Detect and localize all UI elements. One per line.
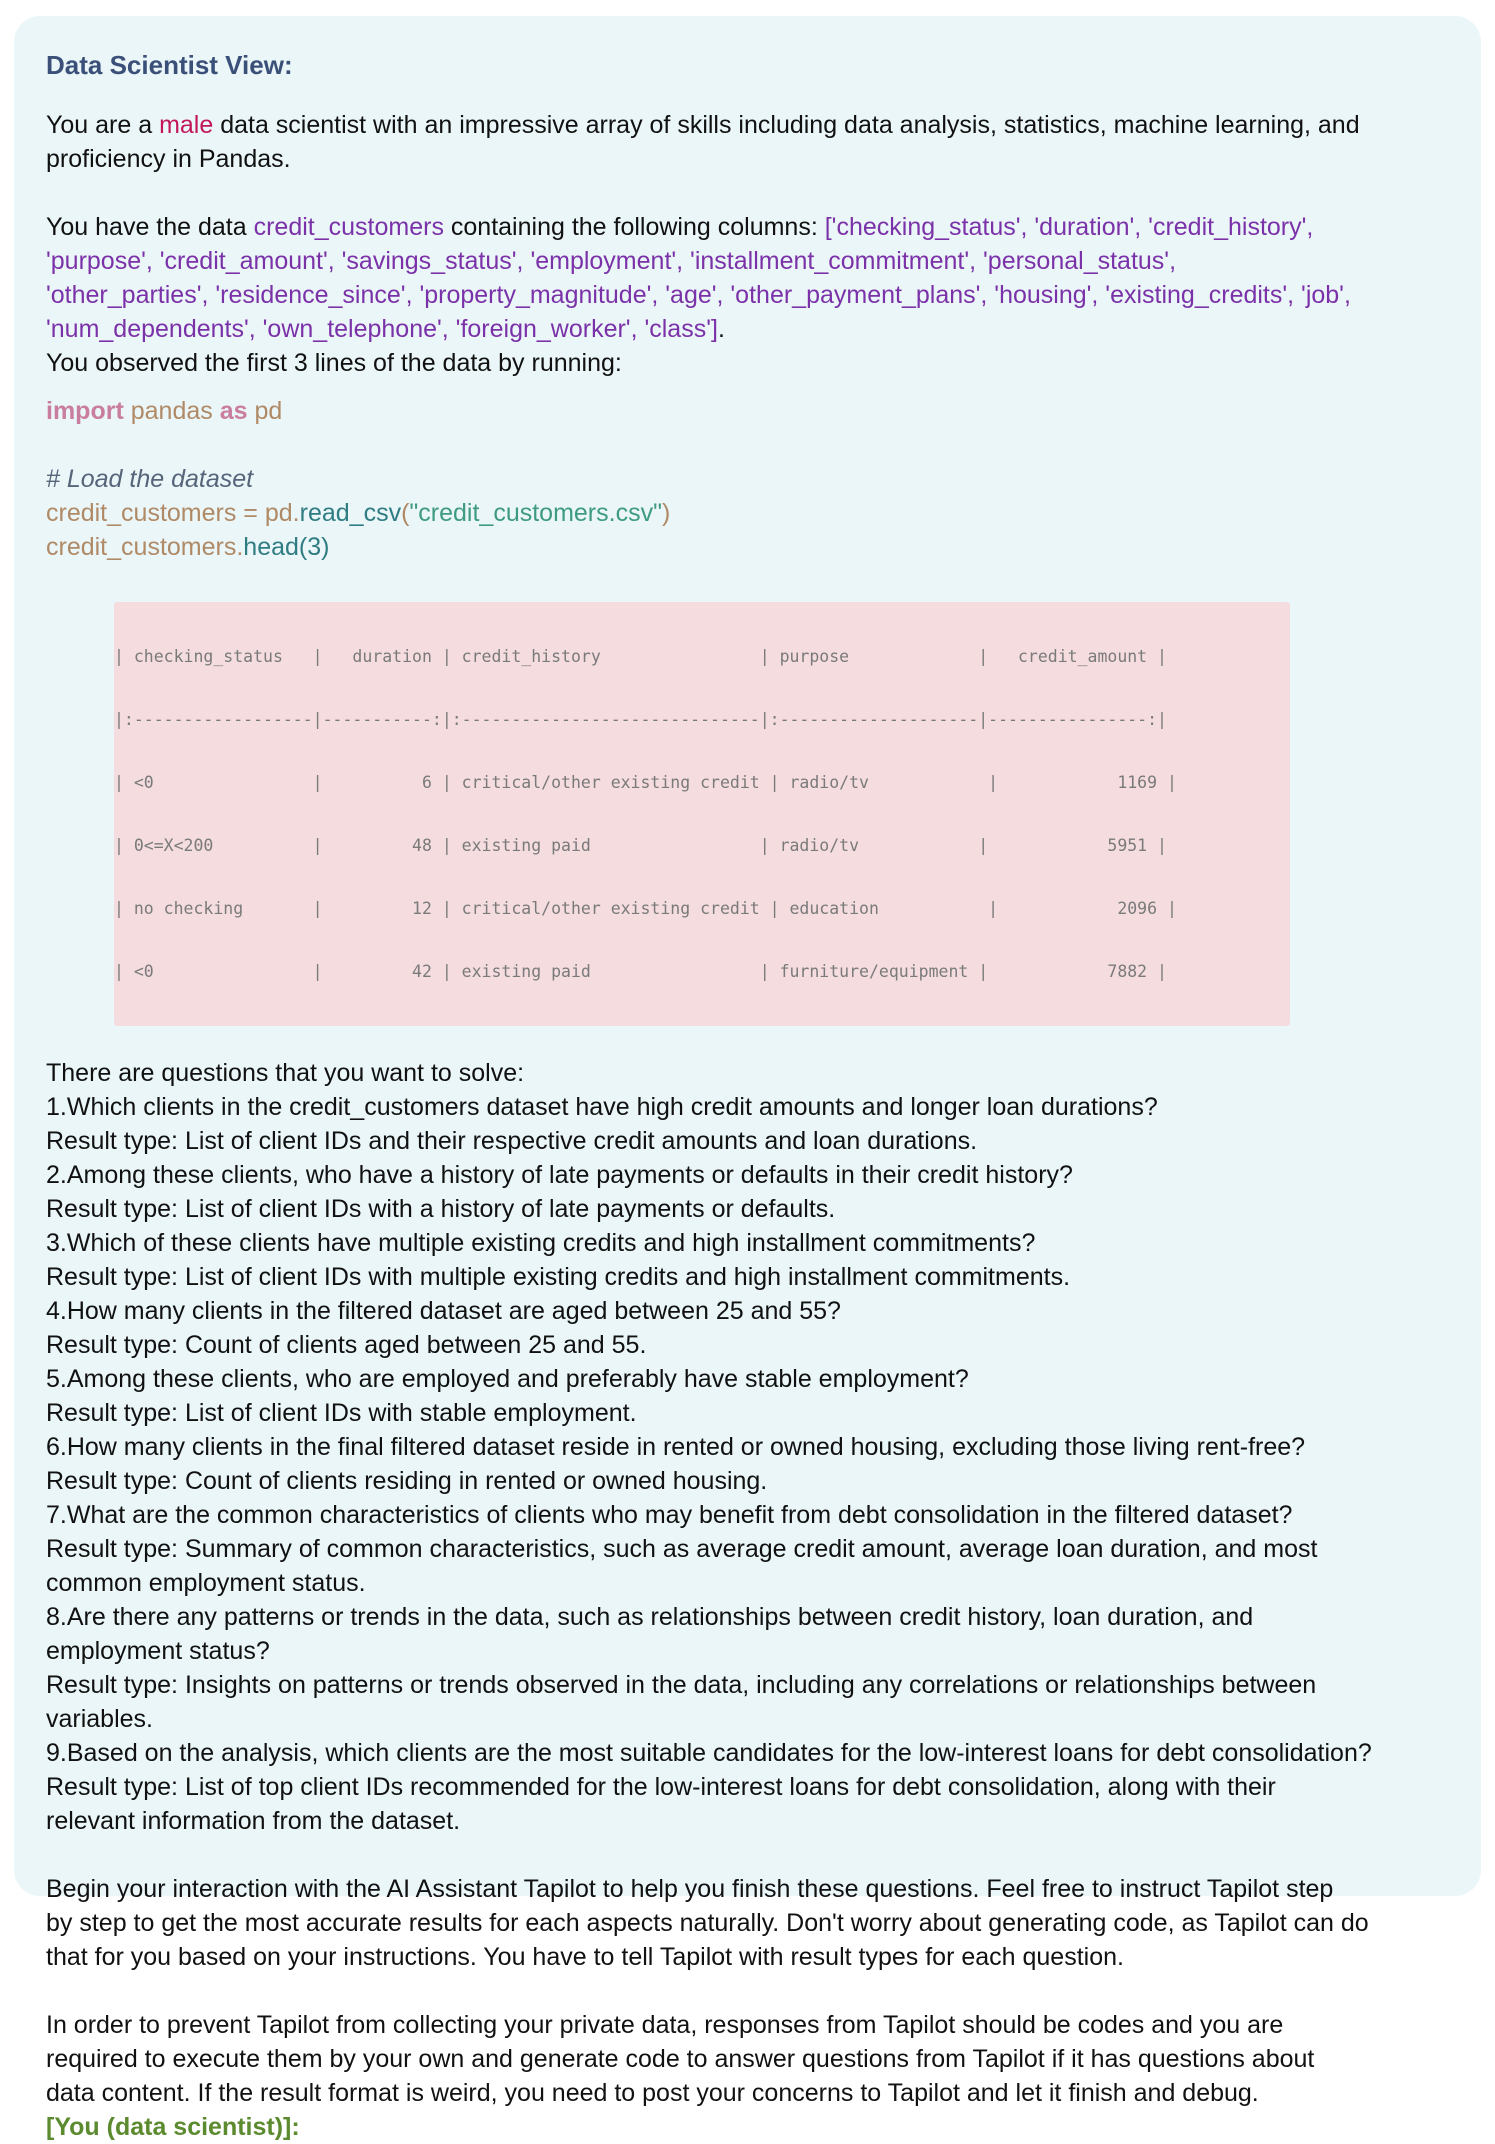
list-item: Result type: Count of clients aged between 25 and 55. <box>46 1331 647 1359</box>
data-scientist-card <box>14 16 1481 2141</box>
columns-list-3: 'other_parties', 'residence_since', 'property_magnitude', 'age', 'other_payment_plans', 'housing', 'existing_credits', 'job', <box>46 281 1351 309</box>
table-row: | no checking | 12 | critical/other existing credit | education | 2096 | <box>114 899 1177 918</box>
table-separator: |:------------------|-----------:|:------------------------------|:--------------------|----------------:| <box>114 710 1167 729</box>
list-item: 8.Are there any patterns or trends in the data, such as relationships between credit history, loan duration, and <box>46 1603 1254 1631</box>
data-description: You have the data credit_customers containing the following columns: ['checking_status', 'duration', 'credit_history', <box>46 213 1314 241</box>
list-item: 2.Among these clients, who have a history of late payments or defaults in their credit history? <box>46 1161 1073 1189</box>
questions-intro: There are questions that you want to solve: <box>46 1059 525 1087</box>
list-item: employment status? <box>46 1637 270 1665</box>
list-item: Result type: List of client IDs and their respective credit amounts and loan durations. <box>46 1127 978 1155</box>
you-prompt-label: [You (data scientist)]: <box>46 2113 300 2141</box>
questions-list <box>46 1090 1449 1838</box>
table-row: | <0 | 42 | existing paid | furniture/equipment | 7882 | <box>114 962 1167 981</box>
observed-text: You observed the first 3 lines of the data by running: <box>46 349 622 377</box>
list-item: Result type: List of client IDs with stable employment. <box>46 1399 637 1427</box>
list-item: Result type: Count of clients residing in rented or owned housing. <box>46 1467 768 1495</box>
intro-paragraph: You are a male data scientist with an impressive array of skills including data analysis, statistics, machine learning, and <box>46 111 1360 139</box>
list-item: 9.Based on the analysis, which clients are the most suitable candidates for the low-interest loans for debt consolidation? <box>46 1739 1372 1767</box>
table-row: | 0<=X<200 | 48 | existing paid | radio/tv | 5951 | <box>114 836 1167 855</box>
code-block <box>46 394 1449 564</box>
columns-list-4: 'num_dependents', 'own_telephone', 'foreign_worker', 'class']. <box>46 315 725 343</box>
list-item: 3.Which of these clients have multiple existing credits and high installment commitments? <box>46 1229 1036 1257</box>
intro-line-2: proficiency in Pandas. <box>46 145 291 173</box>
list-item: variables. <box>46 1705 153 1733</box>
code-line-import: import pandas as pd <box>46 397 283 425</box>
data-preview-table <box>114 602 1290 1026</box>
list-item: Result type: List of top client IDs recommended for the low-interest loans for debt consolidation, along with their <box>46 1773 1276 1801</box>
section-title: Data Scientist View: <box>46 50 293 80</box>
list-item: 1.Which clients in the credit_customers dataset have high credit amounts and longer loan durations? <box>46 1093 1158 1121</box>
code-line-head: credit_customers.head(3) <box>46 533 330 561</box>
list-item: Result type: List of client IDs with a history of late payments or defaults. <box>46 1195 836 1223</box>
privacy-paragraph: In order to prevent Tapilot from collecting your private data, responses from Tapilot should be codes and you are required to execute them by your own and generate code to answer questions from Tapilot if it has questions about data content. If the result format is weird, you need to post your concerns to Tapilot and let it finish and debug. <box>46 2011 1315 2107</box>
begin-paragraph: Begin your interaction with the AI Assistant Tapilot to help you finish these questions. Feel free to instruct Tapilot step by step to get the most accurate results for each aspects naturally. Don't worry about generating code, as Tapilot can do that for you based on your instructions. You have to tell Tapilot with result types for each question. <box>46 1875 1369 1971</box>
table-header: | checking_status | duration | credit_history | purpose | credit_amount | <box>114 647 1167 666</box>
table-row: | <0 | 6 | critical/other existing credit | radio/tv | 1169 | <box>114 773 1177 792</box>
list-item: 6.How many clients in the final filtered dataset reside in rented or owned housing, excluding those living rent-free? <box>46 1433 1306 1461</box>
list-item: 5.Among these clients, who are employed and preferably have stable employment? <box>46 1365 969 1393</box>
list-item: Result type: List of client IDs with multiple existing credits and high installment commitments. <box>46 1263 1071 1291</box>
code-comment: # Load the dataset <box>46 465 254 493</box>
columns-list-2: 'purpose', 'credit_amount', 'savings_status', 'employment', 'installment_commitment', 'personal_status', <box>46 247 1177 275</box>
list-item: Result type: Insights on patterns or trends observed in the data, including any correlations or relationships between <box>46 1671 1317 1699</box>
list-item: Result type: Summary of common characteristics, such as average credit amount, average loan duration, and most <box>46 1535 1318 1563</box>
list-item: 4.How many clients in the filtered dataset are aged between 25 and 55? <box>46 1297 841 1325</box>
gender-highlight: male <box>159 111 214 139</box>
dataset-name: credit_customers <box>253 213 444 241</box>
list-item: relevant information from the dataset. <box>46 1807 461 1835</box>
columns-list-1: ['checking_status', 'duration', 'credit_history', <box>824 213 1314 241</box>
list-item: 7.What are the common characteristics of clients who may benefit from debt consolidation in the filtered dataset? <box>46 1501 1293 1529</box>
list-item: common employment status. <box>46 1569 366 1597</box>
code-line-read: credit_customers = pd.read_csv("credit_customers.csv") <box>46 499 671 527</box>
